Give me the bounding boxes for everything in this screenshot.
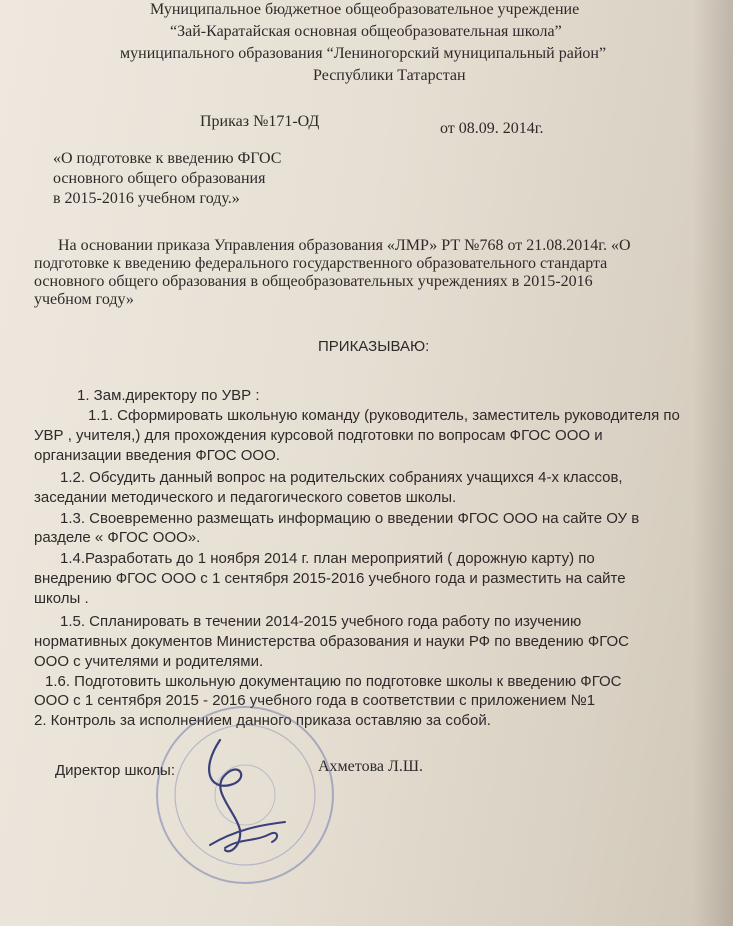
signature-name: Ахметова Л.Ш. <box>318 758 423 775</box>
preamble-line-4: учебном году» <box>34 291 134 308</box>
item-1-4-line-1: 1.4.Разработать до 1 ноября 2014 г. план мероприятий ( дорожную карту) по <box>60 550 595 567</box>
subject-line-3: в 2015-2016 учебном году.» <box>53 190 240 207</box>
page-shadow <box>693 0 733 926</box>
item-1-1-line-1: 1.1. Сформировать школьную команду (руководитель, заместитель руководителя по <box>88 407 680 424</box>
signature-scribble <box>180 730 300 880</box>
item-2: 2. Контроль за исполнением данного приказа оставляю за собой. <box>34 712 491 729</box>
order-number: Приказ №171-ОД <box>200 113 320 130</box>
subject-line-2: основного общего образования <box>53 170 266 187</box>
item-1-5-line-3: ООО с учителями и родителями. <box>34 653 264 670</box>
header-line-1: Муниципальное бюджетное общеобразовательное учреждение <box>150 1 580 18</box>
item-1-5-line-2: нормативных документов Министерства образования и науки РФ по введению ФГОС <box>34 633 630 650</box>
item-1-4-line-3: школы . <box>34 590 89 607</box>
header-line-2: “Зай-Каратайская основная общеобразовательная школа” <box>170 23 562 40</box>
item-1-6-line-2: ООО с 1 сентября 2015 - 2016 учебного года в соответствии с приложением №1 <box>34 692 596 709</box>
item-1: 1. Зам.директору по УВР : <box>77 387 260 404</box>
preamble-line-3: основного общего образования в общеобразовательных учреждениях в 2015-2016 <box>34 273 593 290</box>
preamble-line-2: подготовке к введению федерального государственного образовательного стандарта <box>34 255 608 272</box>
item-1-4-line-2: внедрению ФГОС ООО с 1 сентября 2015-2016 учебного года и разместить на сайте <box>34 570 626 587</box>
header-line-3: муниципального образования “Лениногорский муниципальный район” <box>120 45 607 62</box>
item-1-3-line-2: разделе « ФГОС ООО». <box>34 529 201 546</box>
item-1-5-line-1: 1.5. Спланировать в течении 2014-2015 учебного года работу по изучению <box>60 613 582 630</box>
item-1-2-line-2: заседании методического и педагогического советов школы. <box>34 489 457 506</box>
item-1-1-line-3: организации введения ФГОС ООО. <box>34 447 280 464</box>
item-1-2-line-1: 1.2. Обсудить данный вопрос на родительских собраниях учащихся 4-х классов, <box>60 469 623 486</box>
item-1-3-line-1: 1.3. Своевременно размещать информацию о введении ФГОС ООО на сайте ОУ в <box>60 510 640 527</box>
order-date: от 08.09. 2014г. <box>440 120 544 137</box>
subject-line-1: «О подготовке к введению ФГОС <box>53 150 282 167</box>
preamble-line-1: На основании приказа Управления образования «ЛМР» РТ №768 от 21.08.2014г. «О <box>58 237 631 254</box>
item-1-6-line-1: 1.6. Подготовить школьную документацию по подготовке школы к введению ФГОС <box>45 673 622 690</box>
order-word: ПРИКАЗЫВАЮ: <box>318 338 430 355</box>
item-1-1-line-2: УВР , учителя,) для прохождения курсовой подготовки по вопросам ФГОС ООО и <box>34 427 603 444</box>
header-line-4: Республики Татарстан <box>313 67 466 84</box>
signature-title: Директор школы: <box>55 762 175 779</box>
